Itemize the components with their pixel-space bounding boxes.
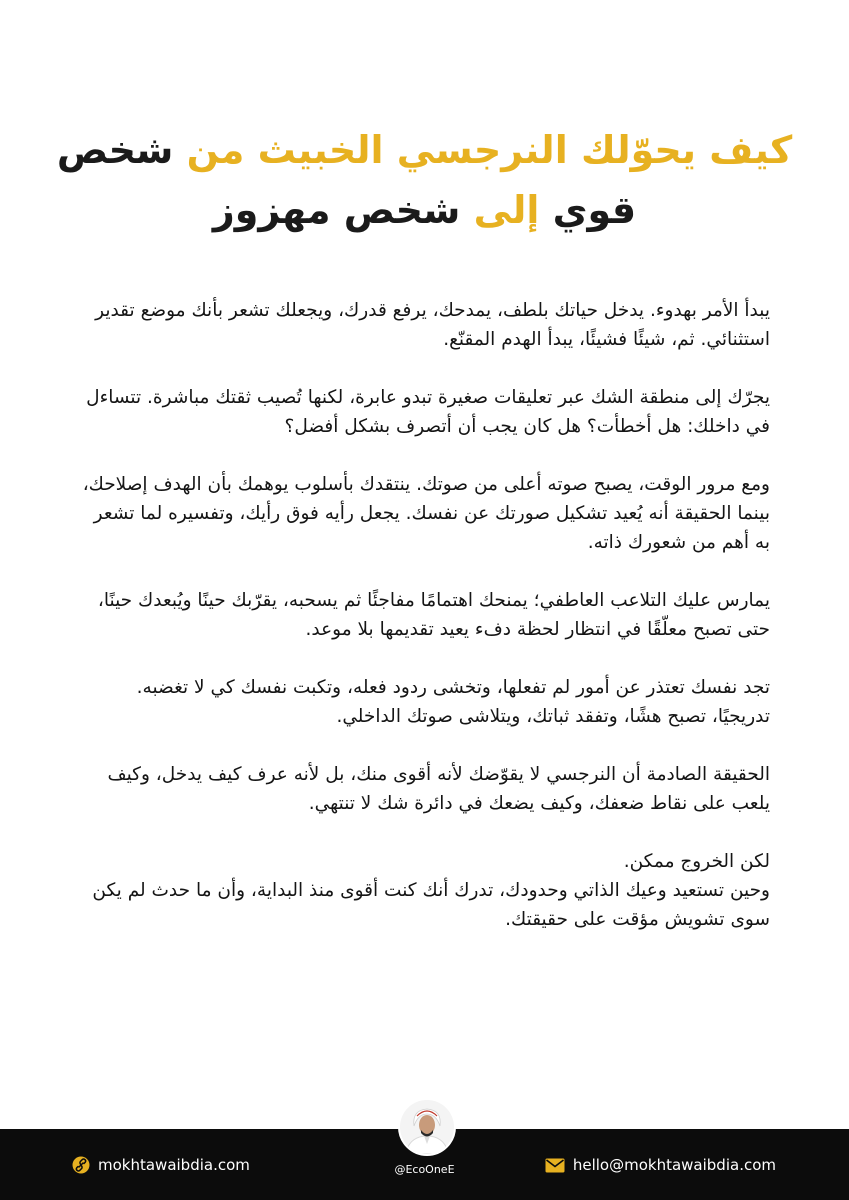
title-line-1 [0,120,849,180]
avatar-portrait-icon [400,1100,454,1154]
title-line-2 [0,180,849,240]
closing-line-2: وحين تستعيد وعيك الذاتي وحدودك، تدرك أنك كنت أقوى منذ البداية، وأن ما حدث لم يكن سوى تشويش مؤقت على حقيقتك. [92,880,770,930]
paragraph-5: تجد نفسك تعتذر عن أمور لم تفعلها، وتخشى ردود فعله، وتكبت نفسك كي لا تغضبه. تدريجيًا، تصبح هشًا، وتفقد ثباتك، ويتلاشى صوتك الداخلي. [136,677,770,727]
article-title [0,120,849,240]
website-text: mokhtawaibdia.com [98,1156,250,1174]
title-line2-part3: شخص مهزوز [212,188,461,232]
paragraph-3: ومع مرور الوقت، يصبح صوته أعلى من صوتك. ينتقدك بأسلوب يوهمك بأن الهدف إصلاحك، بينما الحقيقة أنه يُعيد تشكيل صورتك عن نفسك. يجعل رأيه فوق رأيك، وتفسيره لما تشعر به أهم من شعورك ذاته. [82,474,770,553]
title-line1-part1: كيف يحوّلك النرجسي الخبيث من [186,128,793,172]
paragraph-2: يجرّك إلى منطقة الشك عبر تعليقات صغيرة تبدو عابرة، لكنها تُصيب ثقتك مباشرة. تتساءل في داخلك: هل أخطأت؟ هل كان يجب أن أتصرف بشكل أفضل؟ [86,387,770,437]
avatar [398,1098,456,1156]
title-line1-part2: شخص [56,128,174,172]
paragraph-6: الحقيقة الصادمة أن النرجسي لا يقوّضك لأنه أقوى منك، بل لأنه عرف كيف يدخل، وكيف يلعب على نقاط ضعفك، وكيف يضعك في دائرة شك لا تنتهي. [107,764,770,814]
paragraph-1: يبدأ الأمر بهدوء. يدخل حياتك بلطف، يمدحك، يرفع قدرك، ويجعلك تشعر بأنك موضع تقدير استثنائي. ثم، شيئًا فشيئًا، يبدأ الهدم المقنّع. [95,300,770,350]
social-handle[interactable]: @EcoOneE [394,1163,455,1176]
title-line2-part2: إلى [473,188,540,232]
closing-line-1: لكن الخروج ممكن. [623,851,770,872]
article-body [80,296,770,934]
paragraph-4: يمارس عليك التلاعب العاطفي؛ يمنحك اهتمامًا مفاجئًا ثم يسحبه، يقرّبك حينًا ويُبعدك حينًا، حتى تصبح معلّقًا في انتظار لحظة دفء يعيد تقديمها بلا موعد. [97,590,770,640]
title-line2-part1: قوي [552,188,637,232]
closing-paragraph [80,847,770,934]
email-text: hello@mokhtawaibdia.com [572,1156,776,1174]
